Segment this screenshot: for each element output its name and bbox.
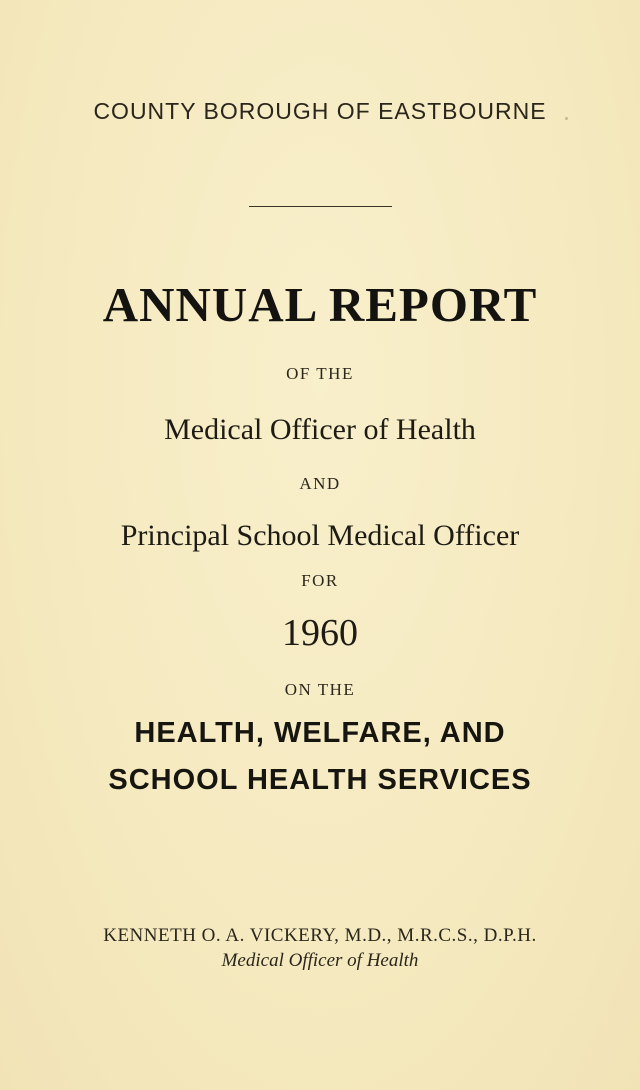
connector-on-the: ON THE <box>284 680 356 699</box>
title-divider <box>249 206 392 207</box>
connector-of-the: OF THE <box>286 364 354 383</box>
paper-speck <box>565 117 568 120</box>
report-year: 1960 <box>282 612 358 654</box>
author-role: Medical Officer of Health <box>221 950 419 971</box>
services-heading-line-2: SCHOOL HEALTH SERVICES <box>108 764 532 796</box>
connector-and: AND <box>299 474 341 493</box>
services-heading-line-1: HEALTH, WELFARE, AND <box>134 717 506 749</box>
officer-title-2: Principal School Medical Officer <box>120 519 520 552</box>
issuing-authority: COUNTY BOROUGH OF EASTBOURNE <box>93 98 547 124</box>
author-name: KENNETH O. A. VICKERY, M.D., M.R.C.S., D.P.H. <box>103 925 537 946</box>
officer-title-1: Medical Officer of Health <box>164 413 476 446</box>
report-title: ANNUAL REPORT <box>102 277 538 332</box>
connector-for: FOR <box>301 571 339 590</box>
